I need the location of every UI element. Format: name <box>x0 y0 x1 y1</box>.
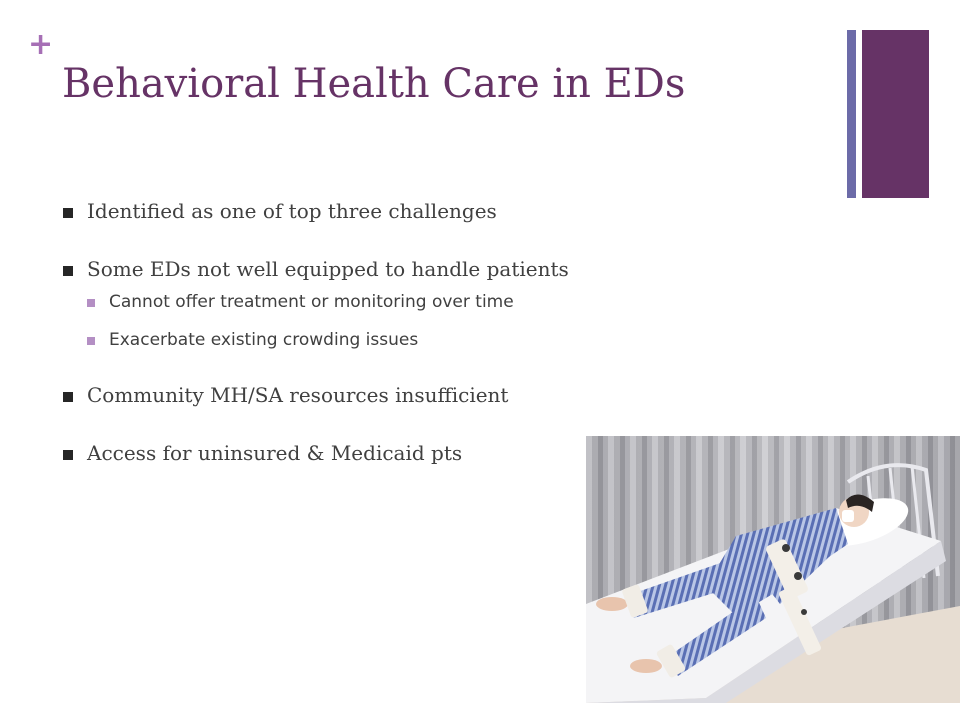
square-bullet-icon <box>63 266 73 276</box>
bullet-text: Identified as one of top three challenges <box>87 199 497 223</box>
bullet-item <box>62 380 622 410</box>
plus-icon: + <box>28 27 54 62</box>
square-bullet-icon <box>63 208 73 218</box>
sub-bullet-text: Cannot offer treatment or monitoring over time <box>109 292 514 312</box>
bullet-text: Community MH/SA resources insufficient <box>87 383 509 407</box>
sub-bullet-text: Exacerbate existing crowding issues <box>109 330 419 350</box>
sub-bullet-item <box>62 328 622 352</box>
bullet-text: Access for uninsured & Medicaid pts <box>87 441 463 465</box>
bullet-item <box>62 254 622 284</box>
bullet-list <box>62 196 622 468</box>
square-bullet-icon <box>63 392 73 402</box>
bullet-item <box>62 196 622 226</box>
square-bullet-icon <box>87 299 95 307</box>
square-bullet-icon <box>63 450 73 460</box>
square-bullet-icon <box>87 337 95 345</box>
accent-bar-thin <box>847 30 856 198</box>
patient-restraint-photo <box>586 436 960 703</box>
sub-bullet-item <box>62 290 622 314</box>
accent-bar-thick <box>862 30 929 198</box>
bullet-item <box>62 438 622 468</box>
slide-title: Behavioral Health Care in EDs <box>62 61 686 107</box>
bullet-text: Some EDs not well equipped to handle patients <box>87 257 569 281</box>
